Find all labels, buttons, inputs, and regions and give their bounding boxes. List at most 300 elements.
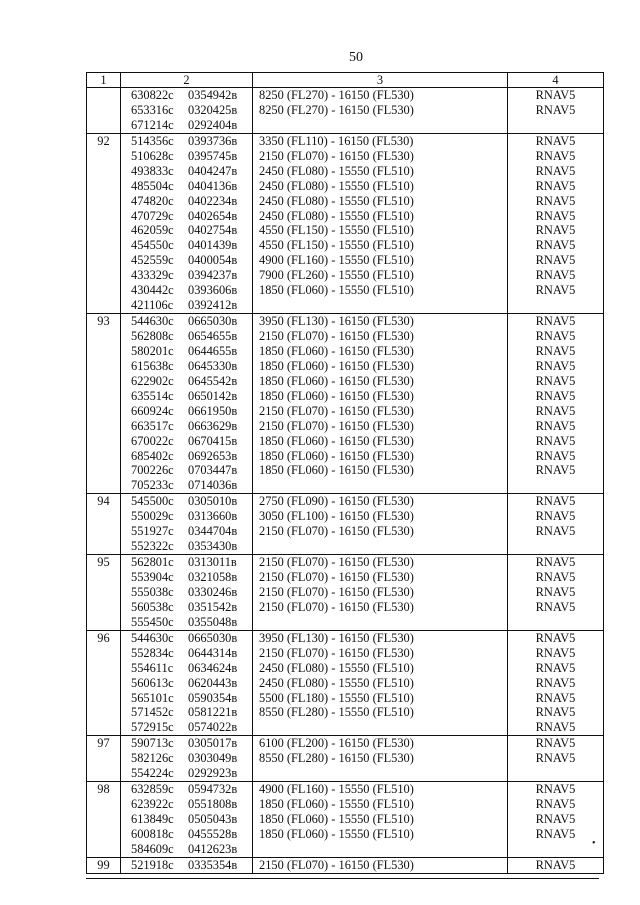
navigation-spec: RNAV5 (535, 314, 576, 329)
point-latitude: 454550с (131, 238, 174, 253)
footer-mark: • (592, 838, 596, 849)
route-point (121, 478, 252, 493)
flight-level-range: 2150 (FL070) - 16150 (FL530) (259, 570, 414, 584)
point-longitude: 0402234в (188, 193, 238, 208)
flight-level-range: 8250 (FL270) - 16150 (FL530) (259, 88, 414, 102)
route-point (121, 419, 252, 434)
flight-levels-cell (253, 494, 508, 555)
point-latitude: 584609с (131, 841, 174, 856)
point-latitude: 510628с (131, 148, 174, 163)
point-longitude: 0634624в (188, 660, 238, 675)
navigation-spec: RNAV5 (535, 148, 576, 163)
route-point (121, 705, 252, 720)
flight-level-range: 1850 (FL060) - 16150 (FL530) (259, 388, 414, 403)
route-point (121, 676, 252, 691)
navigation-spec-cell (508, 736, 604, 782)
route-table-body (87, 88, 604, 874)
route-point (121, 103, 252, 118)
point-latitude: 630822с (131, 88, 174, 102)
navigation-spec: RNAV5 (535, 690, 576, 705)
point-longitude: 0400054в (188, 253, 238, 268)
route-point (121, 179, 252, 194)
route-number: 94 (97, 494, 110, 509)
point-longitude: 0305010в (188, 494, 238, 509)
navigation-spec: RNAV5 (535, 797, 576, 812)
flight-level-range: 4900 (FL160) - 15550 (FL510) (259, 782, 414, 797)
navigation-spec: RNAV5 (535, 329, 576, 343)
route-point (121, 812, 252, 827)
navigation-spec: RNAV5 (535, 448, 576, 463)
flight-level-range: 1850 (FL060) - 15550 (FL510) (259, 797, 414, 812)
navigation-spec: RNAV5 (535, 358, 576, 373)
bottom-rule (86, 878, 599, 879)
point-longitude: 0505043в (188, 812, 238, 826)
navigation-spec: RNAV5 (535, 88, 576, 102)
flight-level-range: 1850 (FL060) - 16150 (FL530) (259, 343, 414, 358)
point-longitude: 0574022в (188, 720, 238, 735)
point-longitude: 0313011в (188, 555, 237, 570)
point-longitude: 0714036в (188, 478, 238, 493)
route-point (121, 374, 252, 389)
navigation-spec-cell (508, 88, 604, 134)
point-longitude: 0402654в (188, 208, 238, 223)
point-latitude: 622902с (131, 373, 174, 388)
route-number-cell (87, 133, 121, 313)
navigation-spec: RNAV5 (535, 570, 576, 584)
route-point (121, 720, 252, 735)
route-number-cell (87, 494, 121, 555)
point-longitude: 0620443в (188, 675, 238, 690)
flight-level-range: 4550 (FL150) - 15550 (FL510) (259, 223, 414, 238)
point-longitude: 0335354в (188, 857, 238, 872)
point-latitude: 582126с (131, 751, 174, 766)
route-point (121, 223, 252, 238)
navigation-spec: RNAV5 (535, 238, 576, 253)
flight-level-range: 8550 (FL280) - 16150 (FL530) (259, 751, 414, 766)
header-col-2: 2 (121, 73, 253, 88)
route-point (121, 434, 252, 449)
navigation-spec: RNAV5 (535, 418, 576, 433)
route-point (121, 194, 252, 209)
flight-level-range: 2150 (FL070) - 16150 (FL530) (259, 857, 414, 872)
page-number: 50 (349, 50, 363, 65)
point-latitude: 660924с (131, 403, 174, 418)
point-longitude: 0393736в (188, 133, 238, 148)
point-longitude: 0353430в (188, 539, 238, 554)
point-latitude: 670022с (131, 433, 174, 448)
route-point (121, 736, 252, 751)
flight-level-range: 2150 (FL070) - 16150 (FL530) (259, 645, 414, 660)
route-point (121, 570, 252, 585)
point-longitude: 0650142в (188, 388, 238, 403)
route-number: 93 (97, 314, 110, 329)
point-longitude: 0581221в (188, 705, 238, 720)
flight-level-range: 2150 (FL070) - 16150 (FL530) (259, 418, 414, 433)
point-latitude: 430442с (131, 283, 174, 298)
flight-level-range: 1850 (FL060) - 16150 (FL530) (259, 373, 414, 388)
route-table (86, 72, 604, 874)
navigation-spec: RNAV5 (535, 388, 576, 403)
point-longitude: 0320425в (188, 102, 238, 117)
route-number: 97 (97, 736, 110, 751)
point-longitude: 0395745в (188, 148, 238, 163)
point-latitude: 545500с (131, 494, 174, 509)
point-latitude: 554611с (131, 660, 174, 675)
route-number: 96 (97, 630, 110, 645)
point-latitude: 663517с (131, 418, 174, 433)
point-longitude: 0305017в (188, 736, 238, 751)
route-point (121, 615, 252, 630)
route-point (121, 646, 252, 661)
route-group-row (87, 494, 604, 555)
navigation-spec: RNAV5 (535, 630, 576, 645)
flight-level-range: 2150 (FL070) - 16150 (FL530) (259, 148, 414, 163)
navigation-spec: RNAV5 (535, 163, 576, 178)
navigation-spec: RNAV5 (535, 857, 576, 872)
point-longitude: 0654655в (188, 329, 238, 343)
point-longitude: 0551808в (188, 797, 238, 812)
navigation-spec: RNAV5 (535, 463, 576, 478)
point-latitude: 600818с (131, 826, 174, 841)
route-points-cell (121, 555, 253, 631)
navigation-spec: RNAV5 (535, 675, 576, 690)
route-point (121, 555, 252, 570)
navigation-spec: RNAV5 (535, 645, 576, 660)
route-point (121, 88, 252, 103)
point-longitude: 0645330в (188, 358, 238, 373)
route-point (121, 359, 252, 374)
route-point (121, 842, 252, 857)
flight-level-range: 8550 (FL280) - 15550 (FL510) (259, 705, 414, 720)
point-longitude: 0594732в (188, 782, 238, 797)
point-latitude: 485504с (131, 178, 174, 193)
point-latitude: 421106с (131, 298, 174, 313)
point-latitude: 553904с (131, 570, 174, 584)
route-point (121, 268, 252, 283)
point-latitude: 433329с (131, 268, 174, 283)
point-longitude: 0393606в (188, 283, 238, 298)
flight-level-range: 2450 (FL080) - 15550 (FL510) (259, 163, 414, 178)
flight-level-range: 2150 (FL070) - 16150 (FL530) (259, 584, 414, 599)
flight-level-range: 2150 (FL070) - 16150 (FL530) (259, 524, 414, 539)
route-point (121, 631, 252, 646)
navigation-spec: RNAV5 (535, 133, 576, 148)
navigation-spec: RNAV5 (535, 509, 576, 524)
point-latitude: 555450с (131, 614, 174, 629)
point-longitude: 0665030в (188, 630, 238, 645)
point-longitude: 0404136в (188, 178, 238, 193)
flight-level-range: 4550 (FL150) - 15550 (FL510) (259, 238, 414, 253)
navigation-spec: RNAV5 (535, 660, 576, 675)
navigation-spec: RNAV5 (535, 555, 576, 570)
flight-level-range: 7900 (FL260) - 15550 (FL510) (259, 268, 414, 283)
flight-level-range: 2450 (FL080) - 15550 (FL510) (259, 178, 414, 193)
point-longitude: 0354942в (188, 88, 238, 102)
route-number-cell (87, 857, 121, 873)
flight-level-range: 1850 (FL060) - 15550 (FL510) (259, 283, 414, 298)
route-point (121, 691, 252, 706)
flight-level-range: 2150 (FL070) - 16150 (FL530) (259, 403, 414, 418)
navigation-spec-cell (508, 782, 604, 858)
route-points-cell (121, 782, 253, 858)
route-point (121, 283, 252, 298)
navigation-spec: RNAV5 (535, 524, 576, 539)
point-longitude: 0663629в (188, 418, 238, 433)
route-point (121, 314, 252, 329)
route-number (87, 88, 120, 103)
point-longitude: 0321058в (188, 570, 238, 584)
point-longitude: 0665030в (188, 314, 238, 329)
point-latitude: 580201с (131, 343, 174, 358)
point-longitude: 0670415в (188, 433, 238, 448)
point-latitude: 551927с (131, 524, 174, 539)
route-point (121, 134, 252, 149)
navigation-spec: RNAV5 (535, 253, 576, 268)
route-group-row (87, 133, 604, 313)
point-latitude: 560538с (131, 599, 174, 614)
navigation-spec-cell (508, 857, 604, 873)
point-latitude: 632859с (131, 782, 174, 797)
route-point (121, 827, 252, 842)
route-point (121, 164, 252, 179)
route-number-cell (87, 555, 121, 631)
route-number-cell (87, 782, 121, 858)
flight-level-range: 1850 (FL060) - 16150 (FL530) (259, 448, 414, 463)
point-latitude: 635514с (131, 388, 174, 403)
navigation-spec: RNAV5 (535, 782, 576, 797)
route-point (121, 149, 252, 164)
route-number: 99 (97, 857, 110, 872)
navigation-spec: RNAV5 (535, 223, 576, 238)
navigation-spec: RNAV5 (535, 433, 576, 448)
route-point (121, 449, 252, 464)
table-header-row (87, 73, 604, 88)
flight-level-range: 3950 (FL130) - 16150 (FL530) (259, 630, 414, 645)
route-number: 95 (97, 555, 110, 570)
navigation-spec: RNAV5 (535, 102, 576, 117)
route-number-cell (87, 736, 121, 782)
point-latitude: 615638с (131, 358, 174, 373)
route-point (121, 766, 252, 781)
route-points-cell (121, 133, 253, 313)
point-longitude: 0644314в (188, 645, 238, 660)
point-latitude: 623922с (131, 797, 174, 812)
point-longitude: 0303049в (188, 751, 238, 766)
route-point (121, 344, 252, 359)
header-col-3: 3 (253, 73, 508, 88)
flight-level-range: 3050 (FL100) - 16150 (FL530) (259, 509, 414, 524)
navigation-spec: RNAV5 (535, 584, 576, 599)
flight-level-range: 1850 (FL060) - 16150 (FL530) (259, 463, 414, 478)
point-latitude: 462059с (131, 223, 174, 238)
flight-levels-cell (253, 630, 508, 736)
route-number: 92 (97, 133, 110, 148)
point-latitude: 590713с (131, 736, 174, 751)
route-point (121, 253, 252, 268)
route-point (121, 329, 252, 344)
route-point (121, 298, 252, 313)
point-longitude: 0292923в (188, 766, 238, 781)
flight-levels-cell (253, 133, 508, 313)
point-latitude: 470729с (131, 208, 174, 223)
route-point (121, 858, 252, 873)
route-point (121, 404, 252, 419)
point-latitude: 514356с (131, 133, 174, 148)
route-number-cell (87, 88, 121, 134)
route-group-row (87, 555, 604, 631)
point-latitude: 452559с (131, 253, 174, 268)
point-latitude: 493833с (131, 163, 174, 178)
navigation-spec-cell (508, 314, 604, 494)
flight-level-range: 1850 (FL060) - 15550 (FL510) (259, 812, 414, 826)
navigation-spec: RNAV5 (535, 599, 576, 614)
flight-level-range: 1850 (FL060) - 15550 (FL510) (259, 826, 414, 841)
route-group-row (87, 88, 604, 134)
flight-level-range: 1850 (FL060) - 16150 (FL530) (259, 433, 414, 448)
point-latitude: 571452с (131, 705, 174, 720)
route-point (121, 463, 252, 478)
flight-level-range: 2450 (FL080) - 15550 (FL510) (259, 660, 414, 675)
flight-level-range: 8250 (FL270) - 16150 (FL530) (259, 102, 414, 117)
point-latitude: 700226с (131, 463, 174, 478)
point-latitude: 565101с (131, 690, 174, 705)
navigation-spec-cell (508, 494, 604, 555)
point-latitude: 572915с (131, 720, 174, 735)
navigation-spec: RNAV5 (535, 812, 576, 826)
flight-level-range: 2450 (FL080) - 15550 (FL510) (259, 675, 414, 690)
navigation-spec-cell (508, 555, 604, 631)
point-latitude: 474820с (131, 193, 174, 208)
flight-levels-cell (253, 782, 508, 858)
point-longitude: 0313660в (188, 509, 238, 524)
flight-levels-cell (253, 857, 508, 873)
navigation-spec: RNAV5 (535, 208, 576, 223)
point-latitude: 544630с (131, 630, 174, 645)
navigation-spec: RNAV5 (535, 178, 576, 193)
point-latitude: 562808с (131, 329, 174, 343)
point-latitude: 555038с (131, 584, 174, 599)
route-group-row (87, 857, 604, 873)
route-point (121, 238, 252, 253)
navigation-spec: RNAV5 (535, 720, 576, 735)
route-point (121, 539, 252, 554)
flight-levels-cell (253, 88, 508, 134)
route-group-row (87, 314, 604, 494)
navigation-spec: RNAV5 (535, 193, 576, 208)
point-longitude: 0402754в (188, 223, 238, 238)
route-point (121, 661, 252, 676)
point-latitude: 671214с (131, 117, 174, 132)
navigation-spec: RNAV5 (535, 494, 576, 509)
navigation-spec: RNAV5 (535, 343, 576, 358)
point-longitude: 0645542в (188, 373, 238, 388)
point-longitude: 0412623в (188, 841, 238, 856)
flight-level-range: 6100 (FL200) - 16150 (FL530) (259, 736, 414, 751)
navigation-spec: RNAV5 (535, 751, 576, 766)
point-latitude: 685402с (131, 448, 174, 463)
point-latitude: 560613с (131, 675, 174, 690)
point-latitude: 550029с (131, 509, 174, 524)
point-longitude: 0351542в (188, 599, 238, 614)
flight-level-range: 5500 (FL180) - 15550 (FL510) (259, 690, 414, 705)
point-longitude: 0661950в (188, 403, 238, 418)
route-points-cell (121, 736, 253, 782)
point-longitude: 0355048в (188, 614, 238, 629)
point-longitude: 0455528в (188, 826, 238, 841)
route-points-cell (121, 494, 253, 555)
point-latitude: 554224с (131, 766, 174, 781)
navigation-spec: RNAV5 (535, 283, 576, 298)
point-latitude: 613849с (131, 812, 174, 826)
point-longitude: 0394237в (188, 268, 238, 283)
point-latitude: 544630с (131, 314, 174, 329)
navigation-spec: RNAV5 (535, 373, 576, 388)
navigation-spec-cell (508, 133, 604, 313)
flight-level-range: 2150 (FL070) - 16150 (FL530) (259, 555, 414, 570)
route-point (121, 209, 252, 224)
route-number-cell (87, 630, 121, 736)
point-longitude: 0344704в (188, 524, 238, 539)
navigation-spec: RNAV5 (535, 736, 576, 751)
route-point (121, 797, 252, 812)
flight-levels-cell (253, 555, 508, 631)
route-point (121, 494, 252, 509)
point-longitude: 0292404в (188, 117, 238, 132)
point-longitude: 0590354в (188, 690, 238, 705)
navigation-spec-cell (508, 630, 604, 736)
route-point (121, 782, 252, 797)
route-point (121, 585, 252, 600)
flight-levels-cell (253, 314, 508, 494)
navigation-spec: RNAV5 (535, 268, 576, 283)
route-group-row (87, 782, 604, 858)
header-col-4: 4 (508, 73, 604, 88)
route-group-row (87, 630, 604, 736)
navigation-spec: RNAV5 (535, 826, 576, 841)
point-longitude: 0692653в (188, 448, 238, 463)
route-number-cell (87, 314, 121, 494)
header-col-1: 1 (87, 73, 121, 88)
route-point (121, 751, 252, 766)
navigation-spec: RNAV5 (535, 403, 576, 418)
point-latitude: 653316с (131, 102, 174, 117)
route-point (121, 524, 252, 539)
route-point (121, 118, 252, 133)
point-latitude: 562801с (131, 555, 174, 570)
point-longitude: 0330246в (188, 584, 238, 599)
flight-level-range: 2450 (FL080) - 15550 (FL510) (259, 193, 414, 208)
route-points-cell (121, 630, 253, 736)
point-longitude: 0644655в (188, 343, 238, 358)
route-points-cell (121, 857, 253, 873)
flight-level-range: 2150 (FL070) - 16150 (FL530) (259, 599, 414, 614)
route-point (121, 389, 252, 404)
point-longitude: 0404247в (188, 163, 238, 178)
point-latitude: 705233с (131, 478, 174, 493)
flight-level-range: 3950 (FL130) - 16150 (FL530) (259, 314, 414, 329)
flight-level-range: 4900 (FL160) - 15550 (FL510) (259, 253, 414, 268)
route-point (121, 509, 252, 524)
point-longitude: 0392412в (188, 298, 238, 313)
navigation-spec: RNAV5 (535, 705, 576, 720)
point-latitude: 521918с (131, 857, 174, 872)
point-longitude: 0401439в (188, 238, 238, 253)
route-points-cell (121, 314, 253, 494)
route-number: 98 (97, 782, 110, 797)
route-point (121, 600, 252, 615)
point-longitude: 0703447в (188, 463, 238, 478)
flight-levels-cell (253, 736, 508, 782)
